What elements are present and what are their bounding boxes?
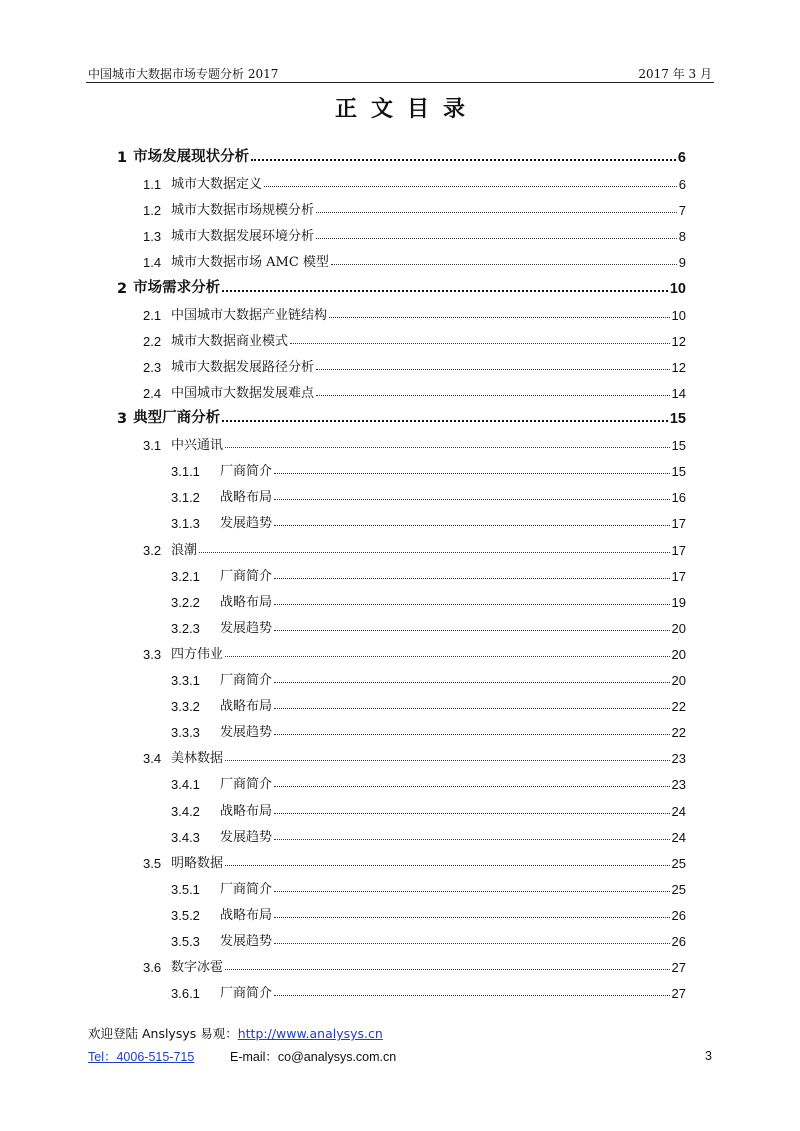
toc-entry-number: 3.4.3 — [171, 829, 200, 845]
toc-title: 正文目录 — [334, 97, 479, 122]
toc-entry-number: 3.3.3 — [171, 725, 200, 741]
toc-entry[interactable] — [171, 483, 686, 505]
toc-entry[interactable] — [171, 457, 686, 479]
toc-entry-number: 3.6.1 — [171, 986, 200, 1002]
toc-dot-leader — [274, 734, 670, 735]
toc-entry-label: 中兴通讯 — [171, 438, 224, 454]
toc-dot-leader — [251, 159, 676, 161]
toc-entry-label: 四方伟业 — [171, 646, 224, 662]
toc-entry-page: 25 — [671, 881, 686, 897]
toc-dot-leader — [274, 682, 670, 683]
toc-entry-label: 市场需求分析 — [133, 279, 221, 296]
page-number: 3 — [705, 1049, 712, 1063]
toc-dot-leader — [274, 578, 670, 579]
toc-entry-label: 发展趋势 — [220, 516, 273, 532]
toc-entry-number: 3.2 — [143, 542, 162, 558]
toc-entry-number: 3.1.2 — [171, 490, 200, 506]
toc-entry[interactable] — [143, 196, 686, 218]
toc-dot-leader — [222, 290, 668, 292]
toc-entry-label: 典型厂商分析 — [133, 410, 221, 426]
footer-welcome: 欢迎登陆 Anslysys 易观： — [88, 1026, 238, 1041]
toc-dot-leader — [274, 813, 670, 814]
toc-entry-page: 17 — [671, 516, 686, 532]
toc-entry-label: 中国城市大数据发展难点 — [171, 385, 315, 401]
toc-entry-page: 10 — [669, 280, 686, 297]
toc-entry-label: 厂商简介 — [220, 568, 273, 584]
toc-entry-label: 浪潮 — [171, 542, 198, 558]
toc-entry[interactable] — [143, 849, 686, 871]
toc-dot-leader — [264, 186, 677, 187]
toc-entry-page: 26 — [671, 934, 686, 949]
footer-email: E-mail：co@analysys.com.cn — [230, 1050, 397, 1064]
toc-entry-page: 10 — [671, 307, 686, 323]
toc-dot-leader — [225, 865, 670, 866]
toc-entry-number: 3.1.3 — [171, 516, 200, 532]
toc-entry-label: 战略布局 — [220, 907, 273, 923]
toc-entry[interactable] — [143, 744, 686, 766]
toc-entry-label: 厂商简介 — [220, 464, 273, 480]
toc-entry-label: 城市大数据市场 AMC 模型 — [171, 255, 329, 271]
toc-entry-number: 1.4 — [143, 255, 162, 271]
toc-entry-page: 8 — [678, 229, 686, 245]
toc-entry[interactable] — [171, 927, 686, 949]
header-date: 2017 年 3 月 — [638, 67, 712, 81]
toc-entry-label: 城市大数据定义 — [171, 177, 263, 193]
toc-entry-page: 19 — [671, 594, 686, 610]
toc-dot-leader — [225, 969, 670, 970]
toc-dot-leader — [274, 499, 670, 500]
toc-entry-page: 23 — [671, 751, 686, 767]
toc-entry[interactable] — [171, 562, 686, 584]
toc-entry-label: 发展趋势 — [220, 829, 273, 845]
toc-dot-leader — [274, 786, 670, 787]
toc-dot-leader — [225, 447, 670, 448]
toc-entry-number: 1 — [117, 150, 128, 166]
toc-dot-leader — [274, 630, 670, 631]
toc-entry[interactable] — [143, 222, 686, 244]
toc-entry-page: 16 — [671, 490, 686, 506]
toc-entry-label: 城市大数据发展环境分析 — [171, 229, 315, 245]
toc-entry-label: 明略数据 — [171, 855, 224, 871]
toc-entry-number: 3.5.2 — [171, 907, 200, 923]
toc-entry[interactable] — [117, 405, 686, 427]
toc-entry-label: 市场发展现状分析 — [133, 149, 250, 165]
toc-entry[interactable] — [171, 875, 686, 897]
toc-entry-number: 1.2 — [143, 203, 162, 219]
toc-entry-label: 发展趋势 — [220, 725, 273, 741]
toc-entry[interactable] — [117, 275, 686, 297]
toc-entry-label: 厂商简介 — [220, 986, 273, 1002]
toc-entry-page: 27 — [671, 960, 686, 976]
toc-entry[interactable] — [143, 379, 686, 401]
toc-entry-number: 3.2.2 — [171, 594, 200, 610]
toc-dot-leader — [331, 264, 677, 265]
toc-entry-label: 厂商简介 — [220, 881, 273, 897]
toc-entry-number: 2.3 — [143, 359, 162, 375]
toc-entry-page: 20 — [671, 646, 686, 662]
toc-entry-number: 3.2.3 — [171, 620, 200, 636]
toc-entry-page: 22 — [671, 725, 686, 741]
toc-entry-page: 15 — [671, 464, 686, 480]
toc-entry-page: 12 — [671, 359, 686, 375]
toc-dot-leader — [225, 760, 670, 761]
toc-entry-page: 15 — [669, 411, 686, 427]
toc-entry[interactable] — [171, 823, 686, 845]
toc-entry-label: 中国城市大数据产业链结构 — [171, 307, 328, 323]
toc-entry-page: 26 — [671, 907, 686, 923]
toc-entry-number: 3.2.1 — [171, 568, 200, 584]
toc-dot-leader — [274, 708, 670, 709]
toc-entry-label: 城市大数据发展路径分析 — [171, 359, 315, 375]
toc-entry[interactable] — [171, 509, 686, 531]
toc-dot-leader — [274, 995, 670, 996]
toc-dot-leader — [225, 656, 670, 657]
toc-entry[interactable] — [171, 770, 686, 792]
toc-entry-label: 发展趋势 — [220, 934, 273, 949]
header-report-title: 中国城市大数据市场专题分析 2017 — [88, 67, 279, 81]
toc-dot-leader — [274, 525, 670, 526]
toc-dot-leader — [316, 369, 670, 370]
toc-entry-page: 9 — [678, 255, 686, 271]
toc-entry[interactable] — [171, 614, 686, 636]
toc-entry-page: 25 — [671, 855, 686, 871]
toc-entry-label: 美林数据 — [171, 751, 224, 767]
toc-entry-page: 20 — [671, 673, 686, 688]
toc-entry-page: 6 — [677, 150, 686, 166]
toc-entry[interactable] — [171, 692, 686, 714]
toc-dot-leader — [290, 343, 670, 344]
toc-entry[interactable] — [143, 327, 686, 349]
toc-entry-label: 数字冰雹 — [171, 960, 224, 976]
toc-entry-number: 3.5.1 — [171, 881, 200, 897]
toc-entry-label: 城市大数据商业模式 — [171, 333, 289, 349]
toc-dot-leader — [222, 420, 668, 422]
toc-entry-page: 22 — [671, 699, 686, 715]
toc-entry-number: 3.4.1 — [171, 777, 200, 793]
header-rule — [86, 82, 714, 83]
toc-dot-leader — [274, 917, 670, 918]
toc-entry-number: 3.3.1 — [171, 673, 200, 688]
toc-dot-leader — [274, 891, 670, 892]
toc-entry-label: 发展趋势 — [220, 620, 273, 636]
toc-entry-number: 2.4 — [143, 385, 162, 401]
footer-line-1 — [88, 1024, 712, 1042]
toc-entry-number: 3.5.3 — [171, 934, 200, 949]
toc-entry-page: 12 — [671, 333, 686, 349]
toc-entry-number: 3.1.1 — [171, 464, 200, 480]
toc-entry[interactable] — [171, 588, 686, 610]
toc-entry-label: 战略布局 — [220, 699, 273, 715]
toc-entry-page: 17 — [671, 568, 686, 584]
toc-entry-number: 3.3.2 — [171, 699, 200, 715]
toc-entry-number: 1.1 — [143, 177, 162, 193]
toc-entry[interactable] — [143, 353, 686, 375]
toc-entry-number: 3.5 — [143, 855, 162, 871]
toc-entry[interactable] — [143, 431, 686, 453]
toc-dot-leader — [316, 395, 670, 396]
toc-entry-page: 6 — [678, 177, 686, 193]
toc-entry-page: 14 — [671, 385, 686, 401]
toc-entry[interactable] — [171, 901, 686, 923]
toc-entry-page: 15 — [671, 438, 686, 454]
footer-tel-link[interactable]: Tel：4006-515-715 — [88, 1050, 195, 1064]
toc-entry-number: 2 — [117, 280, 128, 297]
toc-entry[interactable] — [143, 640, 686, 662]
toc-entry-page: 7 — [678, 203, 686, 219]
toc-entry-number: 3 — [117, 411, 128, 427]
toc-entry-label: 城市大数据市场规模分析 — [171, 203, 315, 219]
footer-url-link[interactable]: http://www.analysys.cn — [237, 1026, 383, 1041]
page-header — [88, 62, 712, 82]
toc-entry-label: 战略布局 — [220, 803, 273, 819]
toc-entry-label: 厂商简介 — [220, 777, 273, 793]
toc-dot-leader — [329, 317, 670, 318]
toc-entry-page: 24 — [671, 803, 686, 819]
toc-entry-number: 3.3 — [143, 646, 162, 662]
toc-dot-leader — [274, 473, 670, 474]
toc-entry-page: 17 — [671, 542, 686, 558]
toc-dot-leader — [274, 604, 670, 605]
toc-entry-page: 24 — [671, 829, 686, 845]
toc-entry-number: 3.1 — [143, 438, 162, 454]
toc-entry-label: 厂商简介 — [220, 673, 273, 688]
toc-dot-leader — [199, 552, 670, 553]
toc-entry-number: 1.3 — [143, 229, 162, 245]
toc-entry-page: 23 — [671, 777, 686, 793]
toc-entry-label: 战略布局 — [220, 490, 273, 506]
toc-entry[interactable] — [171, 979, 686, 1001]
toc-entry-number: 2.1 — [143, 307, 162, 323]
toc-entry-label: 战略布局 — [220, 594, 273, 610]
toc-dot-leader — [274, 839, 670, 840]
toc-entry[interactable] — [171, 666, 686, 688]
toc-entry-number: 2.2 — [143, 333, 162, 349]
footer-line-2 — [88, 1047, 712, 1065]
toc-entry[interactable] — [143, 536, 686, 558]
toc-entry[interactable] — [143, 248, 686, 270]
toc-entry-page: 27 — [671, 986, 686, 1002]
toc-entry[interactable] — [171, 797, 686, 819]
toc-entry[interactable] — [143, 301, 686, 323]
toc-entry[interactable] — [143, 953, 686, 975]
toc-entry-page: 20 — [671, 620, 686, 636]
toc-entry[interactable] — [117, 144, 686, 166]
toc-dot-leader — [274, 943, 670, 944]
toc-entry[interactable] — [171, 718, 686, 740]
toc-entry-number: 3.4 — [143, 751, 162, 767]
toc-dot-leader — [316, 212, 677, 213]
toc-entry[interactable] — [143, 170, 686, 192]
toc-entry-number: 3.4.2 — [171, 803, 200, 819]
toc-entry-number: 3.6 — [143, 960, 162, 976]
toc-dot-leader — [316, 238, 677, 239]
